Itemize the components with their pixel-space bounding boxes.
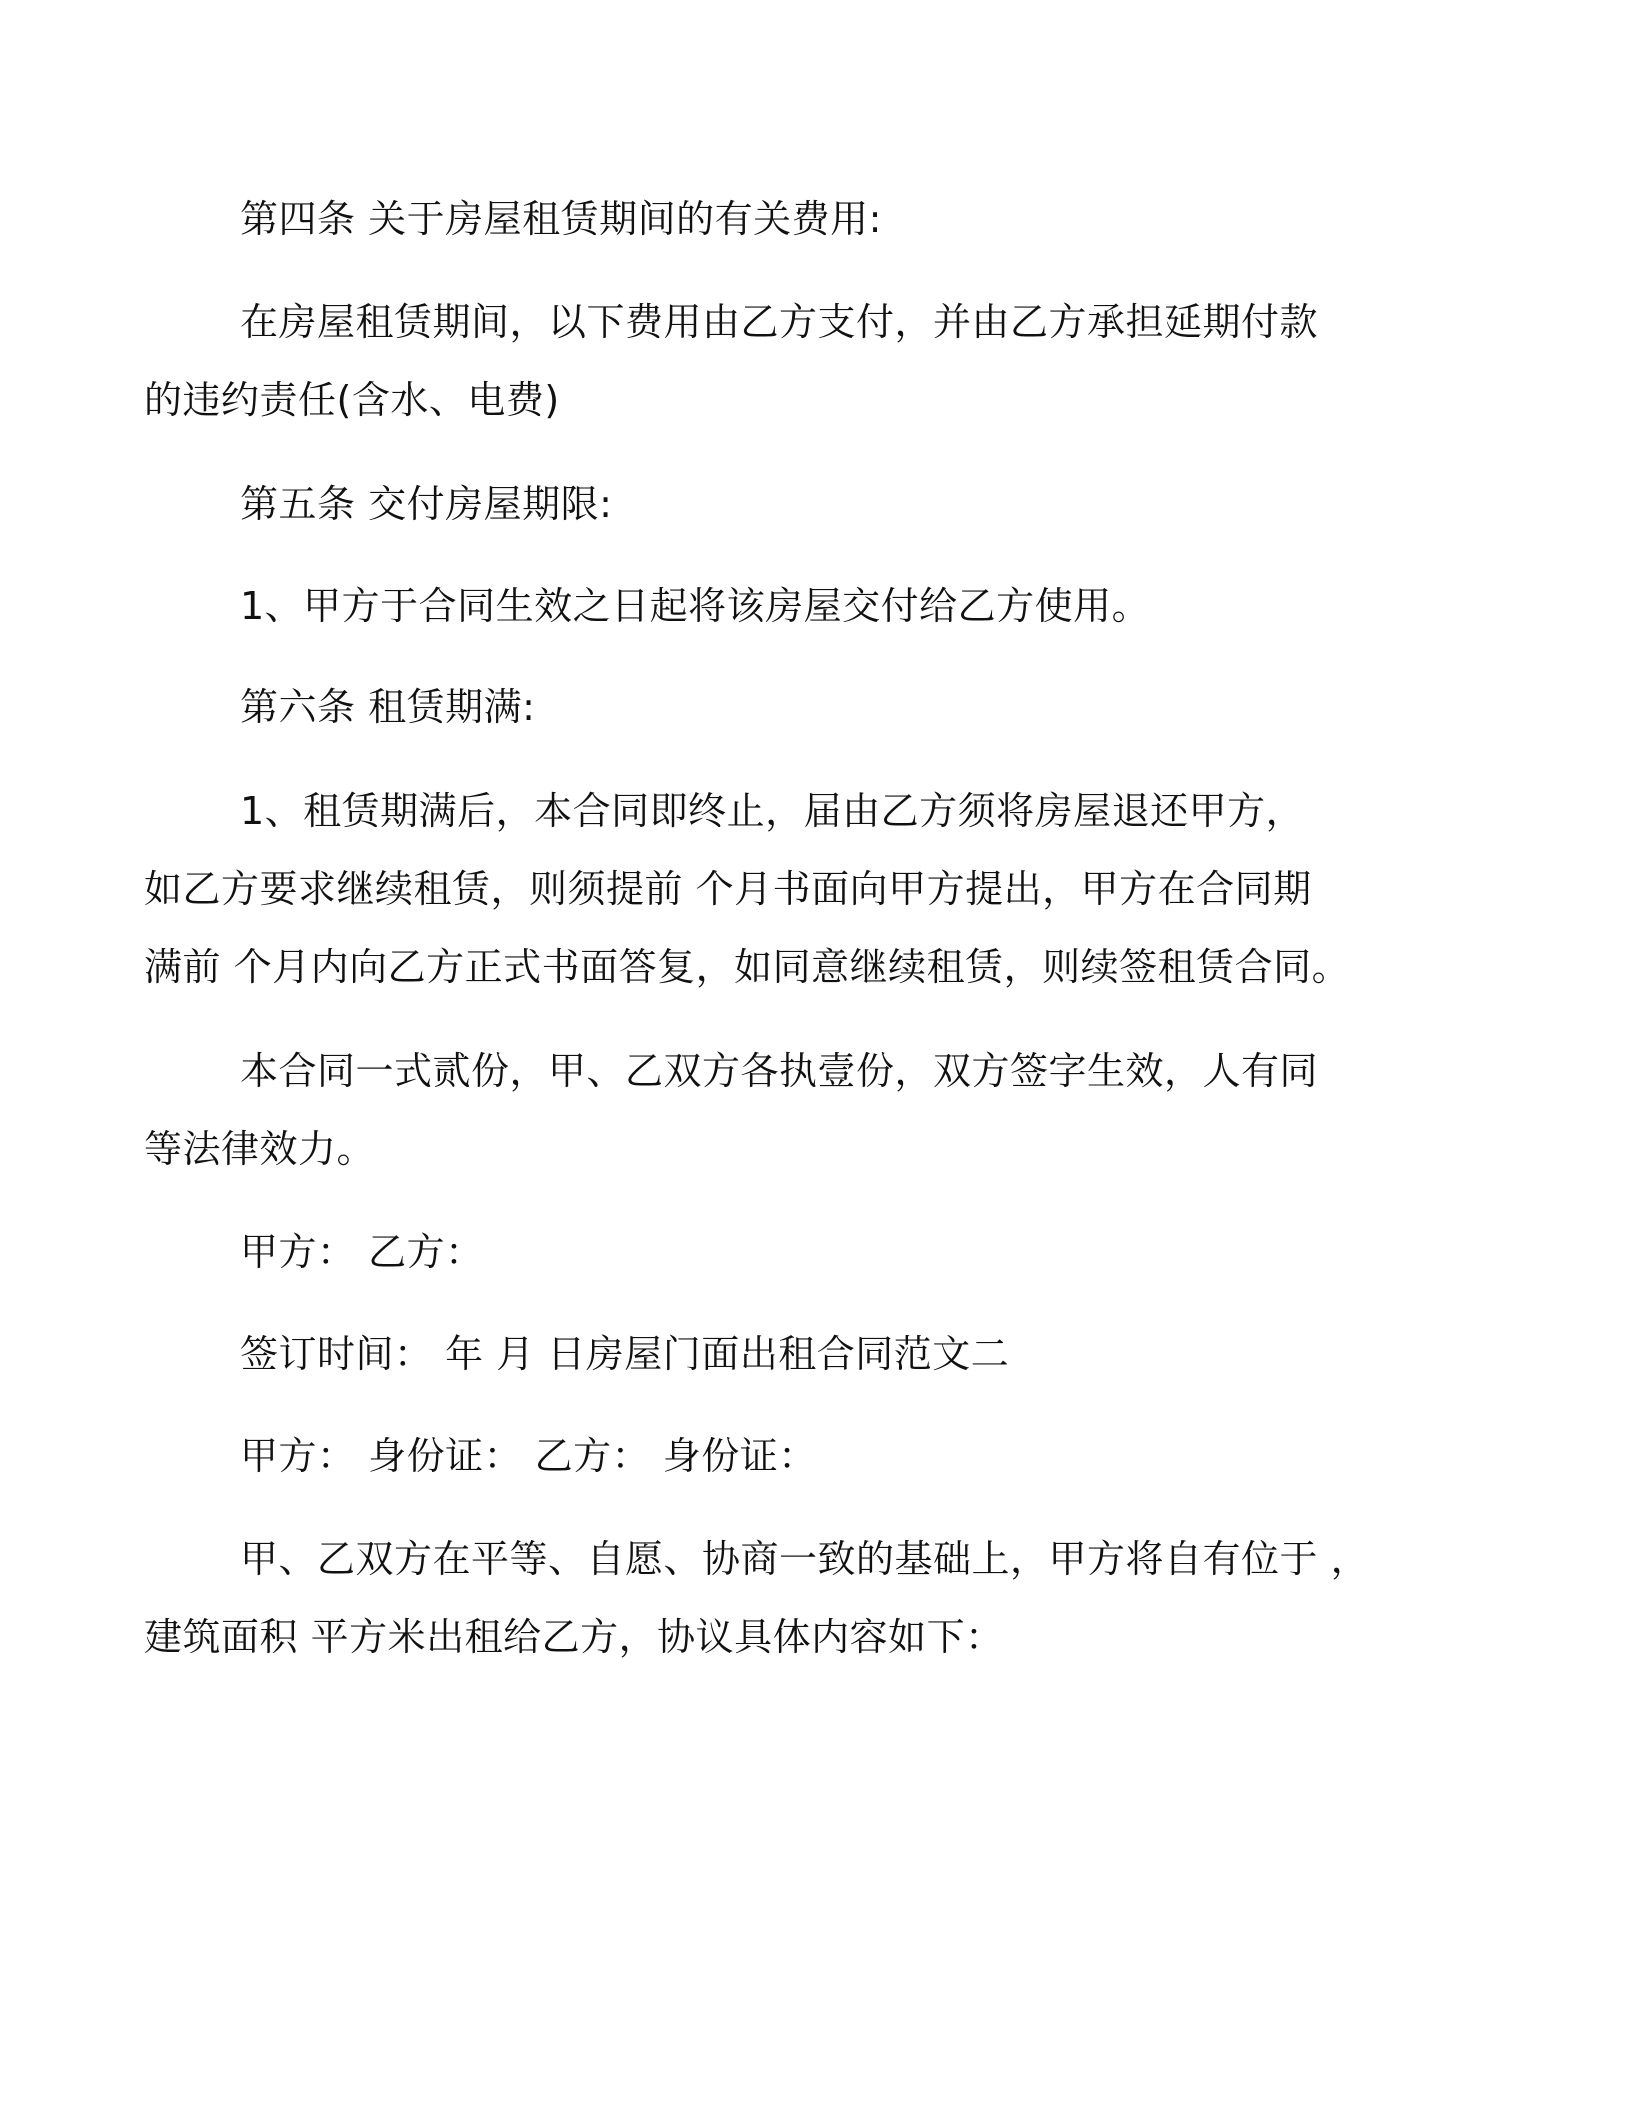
article-6-heading (240, 668, 1420, 746)
text-line: 本合同一式贰份，甲、乙双方各执壹份，双方签字生效，人有同 (240, 1049, 1319, 1093)
signing-date-line (240, 1315, 1420, 1393)
text-line: 第六条 租赁期满: (240, 685, 536, 729)
article-4-body (144, 283, 1420, 439)
text-line: 甲方： 乙方： (240, 1230, 484, 1274)
text-line: 建筑面积 平方米出租给乙方，协议具体内容如下： (144, 1615, 1004, 1659)
parties-id-line (240, 1417, 1420, 1495)
text-line: 满前 个月内向乙方正式书面答复，如同意继续租赁，则续签租赁合同。 (144, 945, 1351, 989)
parties-signature-line (240, 1213, 1420, 1291)
text-line: 第四条 关于房屋租赁期间的有关费用: (240, 197, 882, 241)
article-5-item-1 (240, 567, 1420, 645)
copies-clause (144, 1032, 1420, 1188)
text-line: 等法律效力。 (144, 1127, 376, 1171)
text-line: 的违约责任(含水、电费) (144, 378, 560, 422)
text-line: 签订时间： 年 月 日房屋门面出租合同范文二 (240, 1332, 1010, 1376)
text-line: 如乙方要求继续租赁，则须提前 个月书面向甲方提出，甲方在合同期 (144, 867, 1312, 911)
text-line: 第五条 交付房屋期限: (240, 482, 613, 526)
agreement-intro (144, 1520, 1420, 1676)
article-4-heading (240, 180, 1420, 258)
text-line: 1、甲方于合同生效之日起将该房屋交付给乙方使用。 (240, 584, 1151, 628)
text-line: 1、租赁期满后，本合同即终止，届由乙方须将房屋退还甲方， (240, 789, 1305, 833)
text-line: 甲、乙双方在平等、自愿、协商一致的基础上，甲方将自有位于 ， (240, 1537, 1370, 1581)
text-line: 甲方： 身份证： 乙方： 身份证： (240, 1434, 817, 1478)
article-6-item-1 (144, 772, 1420, 1006)
text-line: 在房屋租赁期间，以下费用由乙方支付，并由乙方承担延期付款 (240, 300, 1319, 344)
article-5-heading (240, 465, 1420, 543)
